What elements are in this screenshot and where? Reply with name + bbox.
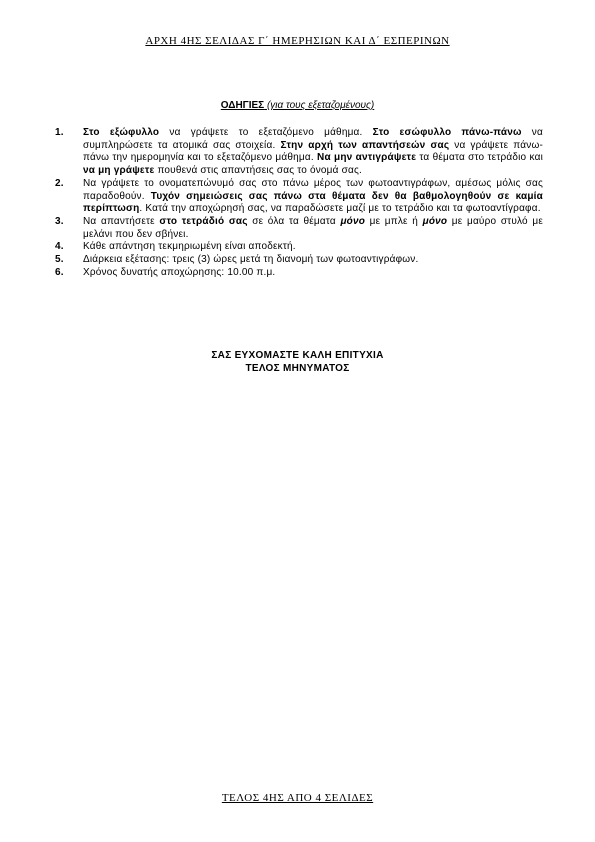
instruction-text: Στο εξώφυλλο xyxy=(83,127,160,138)
instruction-text: μόνο xyxy=(422,215,448,227)
instruction-item xyxy=(55,241,543,254)
closing-end-of-message: ΤΕΛΟΣ ΜΗΝΥΜΑΤΟΣ xyxy=(245,362,350,374)
instruction-text: στο τετράδιό σας xyxy=(159,215,248,227)
instruction-text: να γράψετε το εξεταζόμενο μάθημα. xyxy=(159,127,373,138)
page-footer xyxy=(0,792,595,804)
instruction-text: με μπλε ή xyxy=(365,215,423,227)
page-header xyxy=(0,35,595,47)
closing-wish: ΣΑΣ ΕΥΧΟΜΑΣΤΕ ΚΑΛΗ ΕΠΙΤΥΧΙΑ xyxy=(211,350,384,361)
instruction-text: Να μην αντιγράψετε xyxy=(317,152,417,164)
instruction-text: Στην αρχή των απαντήσεών σας xyxy=(280,139,450,151)
instruction-text: Στο εσώφυλλο πάνω-πάνω xyxy=(372,127,522,138)
instruction-text: Διάρκεια εξέτασης: τρεις (3) ώρες μετά τη διανομή των φωτοαντιγράφων. xyxy=(83,254,419,266)
instruction-number: 5. xyxy=(55,254,64,266)
instruction-text: να μη γράψετε xyxy=(83,165,155,177)
instruction-number: 3. xyxy=(55,215,64,227)
page-header-text: ΑΡΧΗ 4ΗΣ ΣΕΛΙΔΑΣ Γ΄ ΗΜΕΡΗΣΙΩΝ ΚΑΙ Δ΄ ΕΣΠΕΡΙΝΩΝ xyxy=(145,35,450,47)
page-footer-text: ΤΕΛΟΣ 4ΗΣ ΑΠΟ 4 ΣΕΛΙΔΕΣ xyxy=(221,792,374,804)
instruction-text: με μαύρο στυλό με μελάνι που δεν σβήνει. xyxy=(83,215,543,240)
instruction-text: Να γράψετε το ονοματεπώνυμό σας στο πάνω μέρος των φωτοαντιγράφων, αμέσως μόλις σας παραδοθούν. xyxy=(83,177,543,202)
instruction-text: να γράψετε πάνω-πάνω την ημερομηνία και το εξεταζόμενο μάθημα. xyxy=(83,139,543,164)
instructions-title-main: ΟΔΗΓΙΕΣ xyxy=(220,100,265,111)
instruction-item xyxy=(55,216,543,241)
instructions-title-subtitle: (για τους εξεταζομένους) xyxy=(266,100,375,111)
instruction-number: 6. xyxy=(55,266,64,278)
instruction-text: πουθενά στις απαντήσεις σας το όνομά σας. xyxy=(154,165,362,177)
instruction-number: 1. xyxy=(55,127,64,138)
instruction-item xyxy=(55,178,543,216)
instruction-text: Κάθε απάντηση τεκμηριωμένη είναι αποδεκτή. xyxy=(83,241,296,253)
instruction-text: Χρόνος δυνατής αποχώρησης: 10.00 π.μ. xyxy=(83,266,276,278)
instruction-number: 4. xyxy=(55,241,64,253)
instruction-text: σε όλα τα θέματα xyxy=(247,215,341,227)
instruction-text: τα θέματα στο τετράδιο και xyxy=(416,152,543,164)
instruction-item xyxy=(55,254,543,267)
instruction-text: Να απαντήσετε xyxy=(83,215,160,227)
instruction-text: μόνο xyxy=(340,215,366,227)
instruction-number: 2. xyxy=(55,177,64,189)
instruction-item xyxy=(55,127,543,178)
instruction-text: Τυχόν σημειώσεις σας πάνω στα θέματα δεν θα βαθμολογηθούν σε καμία περίπτωση xyxy=(83,190,543,215)
instructions-list xyxy=(55,127,543,279)
closing-message xyxy=(0,350,595,375)
instruction-text: . Κατά την αποχώρησή σας, να παραδώσετε μαζί με το τετράδιο και τα φωτοαντίγραφα. xyxy=(139,203,541,215)
instruction-item xyxy=(55,267,543,280)
instructions-title xyxy=(0,100,595,111)
instruction-text: να συμπληρώσετε τα ατομικά σας στοιχεία. xyxy=(83,127,543,151)
